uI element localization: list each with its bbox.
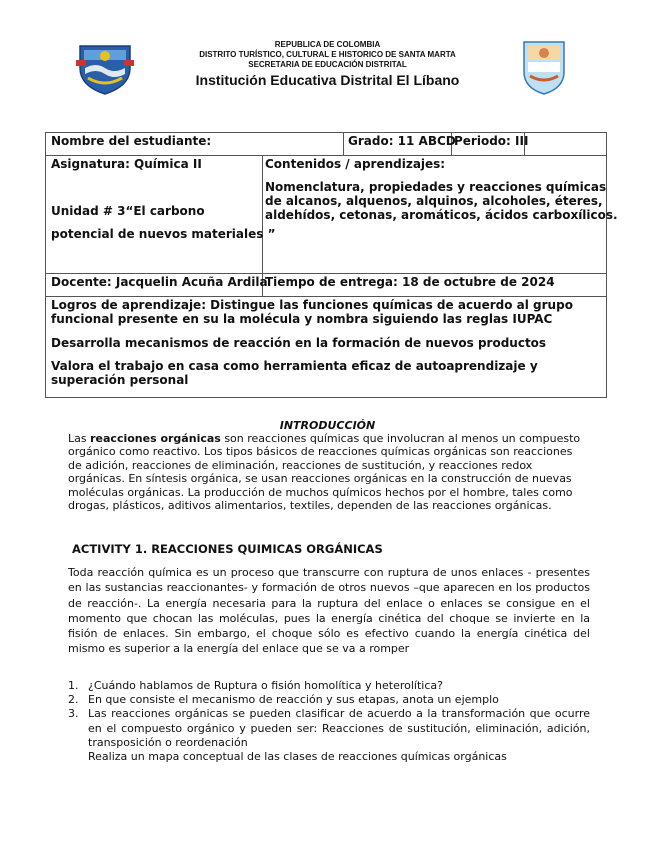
activity-heading: ACTIVITY 1. REACCIONES QUIMICAS ORGÁNICAS: [72, 542, 383, 556]
student-name-label: Nombre del estudiante:: [51, 134, 212, 148]
header-country: REPUBLICA DE COLOMBIA: [274, 40, 381, 49]
header-secretariat: SECRETARIA DE EDUCACIÓN DISTRITAL: [248, 60, 407, 69]
learning-goal-1: Logros de aprendizaje: Distingue las funciones químicas de acuerdo al grupo funcional presente en su la molécula y nombra siguiendo las reglas IUPAC: [51, 298, 573, 326]
learning-goal-2: Desarrolla mecanismos de reacción en la formación de nuevos productos: [51, 336, 547, 350]
deadline-label: Tiempo de entrega: 18 de octubre de 2024: [265, 275, 555, 289]
intro-bold-term: reacciones orgánicas: [90, 432, 221, 445]
contents-label: Contenidos / aprendizajes:: [265, 157, 446, 171]
question-list: [68, 679, 590, 764]
period-label: Periodo: III: [454, 134, 529, 148]
unit-label: Unidad # 3“El carbono: [51, 204, 205, 218]
list-item: 2. En que consiste el mecanismo de reacción y sus etapas, anota un ejemplo: [68, 693, 499, 707]
school-title: Institución Educativa Distrital El Líbano: [195, 72, 460, 88]
activity-paragraph: Toda reacción química es un proceso que transcurre con ruptura de unos enlaces - presentes en las sustancias reaccionantes- y formación de otros nuevos –que aparecen en los productos de reacción-. La energía necesaria para la ruptura del enlace o enlaces se consigue en el momento que chocan las moléculas, pues la energía cinética del choque se invierte en la fisión de enlaces. Sin embargo, el choque sólo es efectivo cuando la energía cinética del mismo es superior a la energía del enlace que se va a romper: [68, 566, 590, 656]
list-item: 3. Las reacciones orgánicas se pueden clasificar de acuerdo a la transformación que ocurre en el compuesto orgánico y pueden ser: Reacciones de sustitución, eliminación, adición, transposición o reordenación: [68, 707, 590, 749]
subject-label: Asignatura: Química II: [51, 157, 202, 171]
header-district: DISTRITO TURÍSTICO, CULTURAL E HISTORICO DE SANTA MARTA: [199, 50, 456, 59]
list-item: 1. ¿Cuándo hablamos de Ruptura o fisión homolítica y heterolítica?: [68, 679, 443, 692]
unit-label-cont: potencial de nuevos materiales ”: [51, 227, 276, 241]
teacher-label: Docente: Jacquelin Acuña Ardila: [51, 275, 268, 289]
intro-heading: INTRODUCCIÓN: [279, 419, 376, 432]
contents-text: Nomenclatura, propiedades y reacciones químicas de alcanos, alquenos, alquinos, alcoholes, éteres, aldehídos, cetonas, aromáticos, ácidos carboxílicos.: [265, 180, 618, 222]
grade-label: Grado: 11 ABCD: [348, 134, 456, 148]
learning-goal-3: Valora el trabajo en casa como herramienta eficaz de autoaprendizaje y superación personal: [51, 359, 538, 387]
list-item-extra: Realiza un mapa conceptual de las clases de reacciones químicas orgánicas: [88, 750, 507, 764]
intro-paragraph: Las reacciones orgánicas son reacciones químicas que involucran al menos un compuesto orgánico como reactivo. Los tipos básicos de reacciones químicas orgánicas son reacciones de adición, reacciones de eliminación, reacciones de sustitución, y reacciones redox orgánicas. En síntesis orgánica, se usan reacciones orgánicas en la construcción de nuevas moléculas orgánicas. La producción de muchos químicos hechos por el hombre, tales como drogas, plásticos, aditivos alimentarios, textiles, dependen de las reacciones orgánicas.: [68, 432, 581, 513]
